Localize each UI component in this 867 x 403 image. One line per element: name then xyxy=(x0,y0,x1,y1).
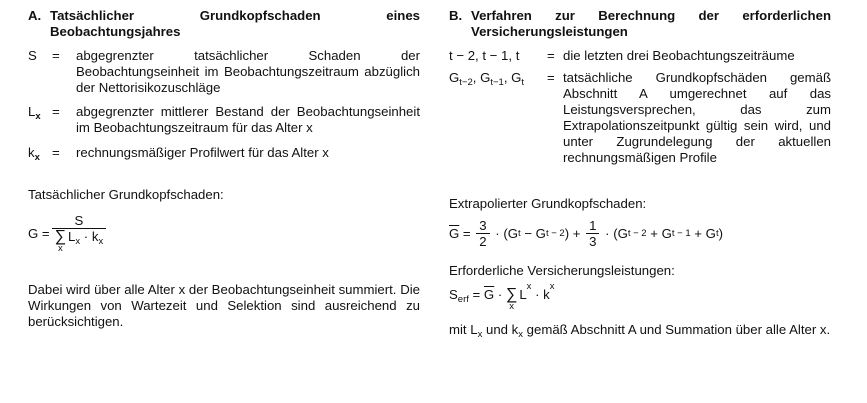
definition-lx xyxy=(28,104,420,136)
fraction-denominator: 2 xyxy=(476,233,489,249)
fraction-denominator: 3 xyxy=(586,233,599,249)
definition-text: abgegrenzter mittlerer Bestand der Beobachtungseinheit im Beobachtungszeitraum für das Alter x xyxy=(76,104,420,135)
equals-sign: = xyxy=(52,104,60,119)
section-b-note xyxy=(449,322,831,338)
definition-text: abgegrenzter tatsächlicher Schaden der Beobachtungseinheit im Beobachtungszeitraum abzüglich der Nettorisikozuschläge xyxy=(76,48,420,95)
note-sub: x xyxy=(518,329,524,340)
section-a-note: Dabei wird über alle Alter x der Beobachtungseinheit summiert. Die Wirkungen von Wartezeit und Selektion sind ausreichend zu berücksichtigen. xyxy=(28,282,420,329)
sigma-symbol: ∑ xyxy=(54,228,67,245)
extrapolation-label: Extrapolierter Grundkopfschaden: xyxy=(449,196,647,211)
definition-periods xyxy=(449,48,831,64)
formula-extrapolation: $\overline{G}$ = $\frac{3}{2}$ · (G t − G t − 2 ) + $\frac{1}{3}$ · (G t − 2 + G t − 1 + G t ) xyxy=(449,218,723,249)
fraction-numerator: 1 xyxy=(589,218,597,233)
term-dot: · xyxy=(531,287,544,302)
fraction-numerator: 3 xyxy=(479,218,487,233)
g-bar: $\overline{G}$ xyxy=(449,225,460,241)
note-text: und k xyxy=(482,322,519,337)
required-benefits-label: Erforderliche Versicherungsleistungen: xyxy=(449,263,675,278)
s-erf xyxy=(449,287,469,303)
denominator-term xyxy=(68,229,104,247)
definition-g-values xyxy=(449,70,831,166)
definition-text: die letzten drei Beobachtungszeiträume xyxy=(563,48,795,63)
section-a xyxy=(28,8,420,330)
term-text: + G xyxy=(646,225,672,241)
term-l-sub: x xyxy=(75,236,81,247)
symbol-g: G xyxy=(511,70,522,85)
symbol-g-sub: t xyxy=(521,77,525,88)
term-s: S xyxy=(449,287,458,302)
symbol-g: G xyxy=(480,70,491,85)
note-sub: x xyxy=(477,329,483,340)
symbol-s: S xyxy=(28,48,37,63)
formula-label-a: Tatsächlicher Grundkopfschaden: xyxy=(28,187,224,202)
equals-sign: = xyxy=(52,145,60,160)
symbol-subscript: x xyxy=(35,111,41,122)
symbol-base: L xyxy=(28,104,36,119)
section-b-title: Verfahren zur Berechnung der erforderlichen Versicherungsleistungen xyxy=(471,8,831,39)
symbol-lx xyxy=(28,104,52,120)
formula-lhs: G = xyxy=(28,225,50,241)
symbol-g-values: $G_{t-2}$, $G_{t-1}$, $G_t$ xyxy=(449,70,525,88)
term-text: · (G xyxy=(601,225,628,241)
definition-text: tatsächliche Grundkopfschäden gemäß Abschnitt A umgerechnet auf das Leistungsversprechen, das zum Extrapolationszeitpunkt gültig sein wird, und unter Zugrundelegung der aktuellen rechnungsmäßigen Profile xyxy=(563,70,831,165)
note-text: gemäß Abschnitt A und Summation über alle Alter x. xyxy=(523,322,831,337)
term-dot: · xyxy=(494,287,506,302)
symbol-periods: t − 2, t − 1, t xyxy=(449,48,520,63)
equals-sign: = xyxy=(547,48,555,63)
section-a-letter: A. xyxy=(28,8,42,23)
fraction-denominator xyxy=(52,228,107,254)
symbol-kx xyxy=(28,145,52,161)
equals-sign: = xyxy=(52,48,60,63)
term-text: ) xyxy=(718,225,723,241)
formula-fraction xyxy=(52,213,107,254)
term-text: + G xyxy=(690,225,716,241)
symbol-subscript: x xyxy=(34,152,40,163)
fraction-numerator: S xyxy=(74,213,84,228)
term-s-sub: erf xyxy=(457,294,469,305)
term-l: L xyxy=(68,229,76,244)
section-b-heading xyxy=(449,8,831,40)
equals-sign: = xyxy=(468,287,484,302)
term-l: L xyxy=(519,287,527,302)
fraction-one-third xyxy=(586,218,599,249)
sigma-index: x xyxy=(509,301,514,312)
definition-s xyxy=(28,48,420,96)
section-a-heading xyxy=(28,8,420,40)
sum-operator xyxy=(506,287,517,312)
term-dot: · xyxy=(83,229,89,244)
section-b xyxy=(449,8,831,338)
sigma-symbol: ∑ xyxy=(505,286,518,303)
term-k: k xyxy=(91,229,99,244)
section-a-title: Tatsächlicher Grundkopfschaden eines Beobachtungsjahres xyxy=(50,8,420,39)
definition-text: rechnungsmäßiger Profilwert für das Alter x xyxy=(76,145,329,160)
term-k: k xyxy=(543,287,550,302)
symbol-g: G xyxy=(449,70,460,85)
sum-operator xyxy=(55,229,66,254)
note-text: mit L xyxy=(449,322,478,337)
term-text: ) + xyxy=(564,225,585,241)
term-text: − G xyxy=(520,225,546,241)
equals-sign: = xyxy=(459,225,475,241)
formula-g xyxy=(28,213,420,254)
sigma-index: x xyxy=(57,243,63,254)
section-b-letter: B. xyxy=(449,8,463,23)
term-text: · (G xyxy=(491,225,519,241)
symbol-base: k xyxy=(28,145,35,160)
formula-required-benefits: $S_{erf}$ = $\overline{G}$ · ∑ x L x · k x xyxy=(449,281,555,312)
fraction-three-halves xyxy=(476,218,489,249)
definition-kx xyxy=(28,145,420,161)
symbol-g-sub: t−1 xyxy=(490,77,504,88)
equals-sign: = xyxy=(547,70,555,85)
term-k-sub: x xyxy=(98,236,104,247)
g-bar: $\overline{G}$ xyxy=(483,287,495,302)
symbol-g-sub: t−2 xyxy=(459,77,473,88)
